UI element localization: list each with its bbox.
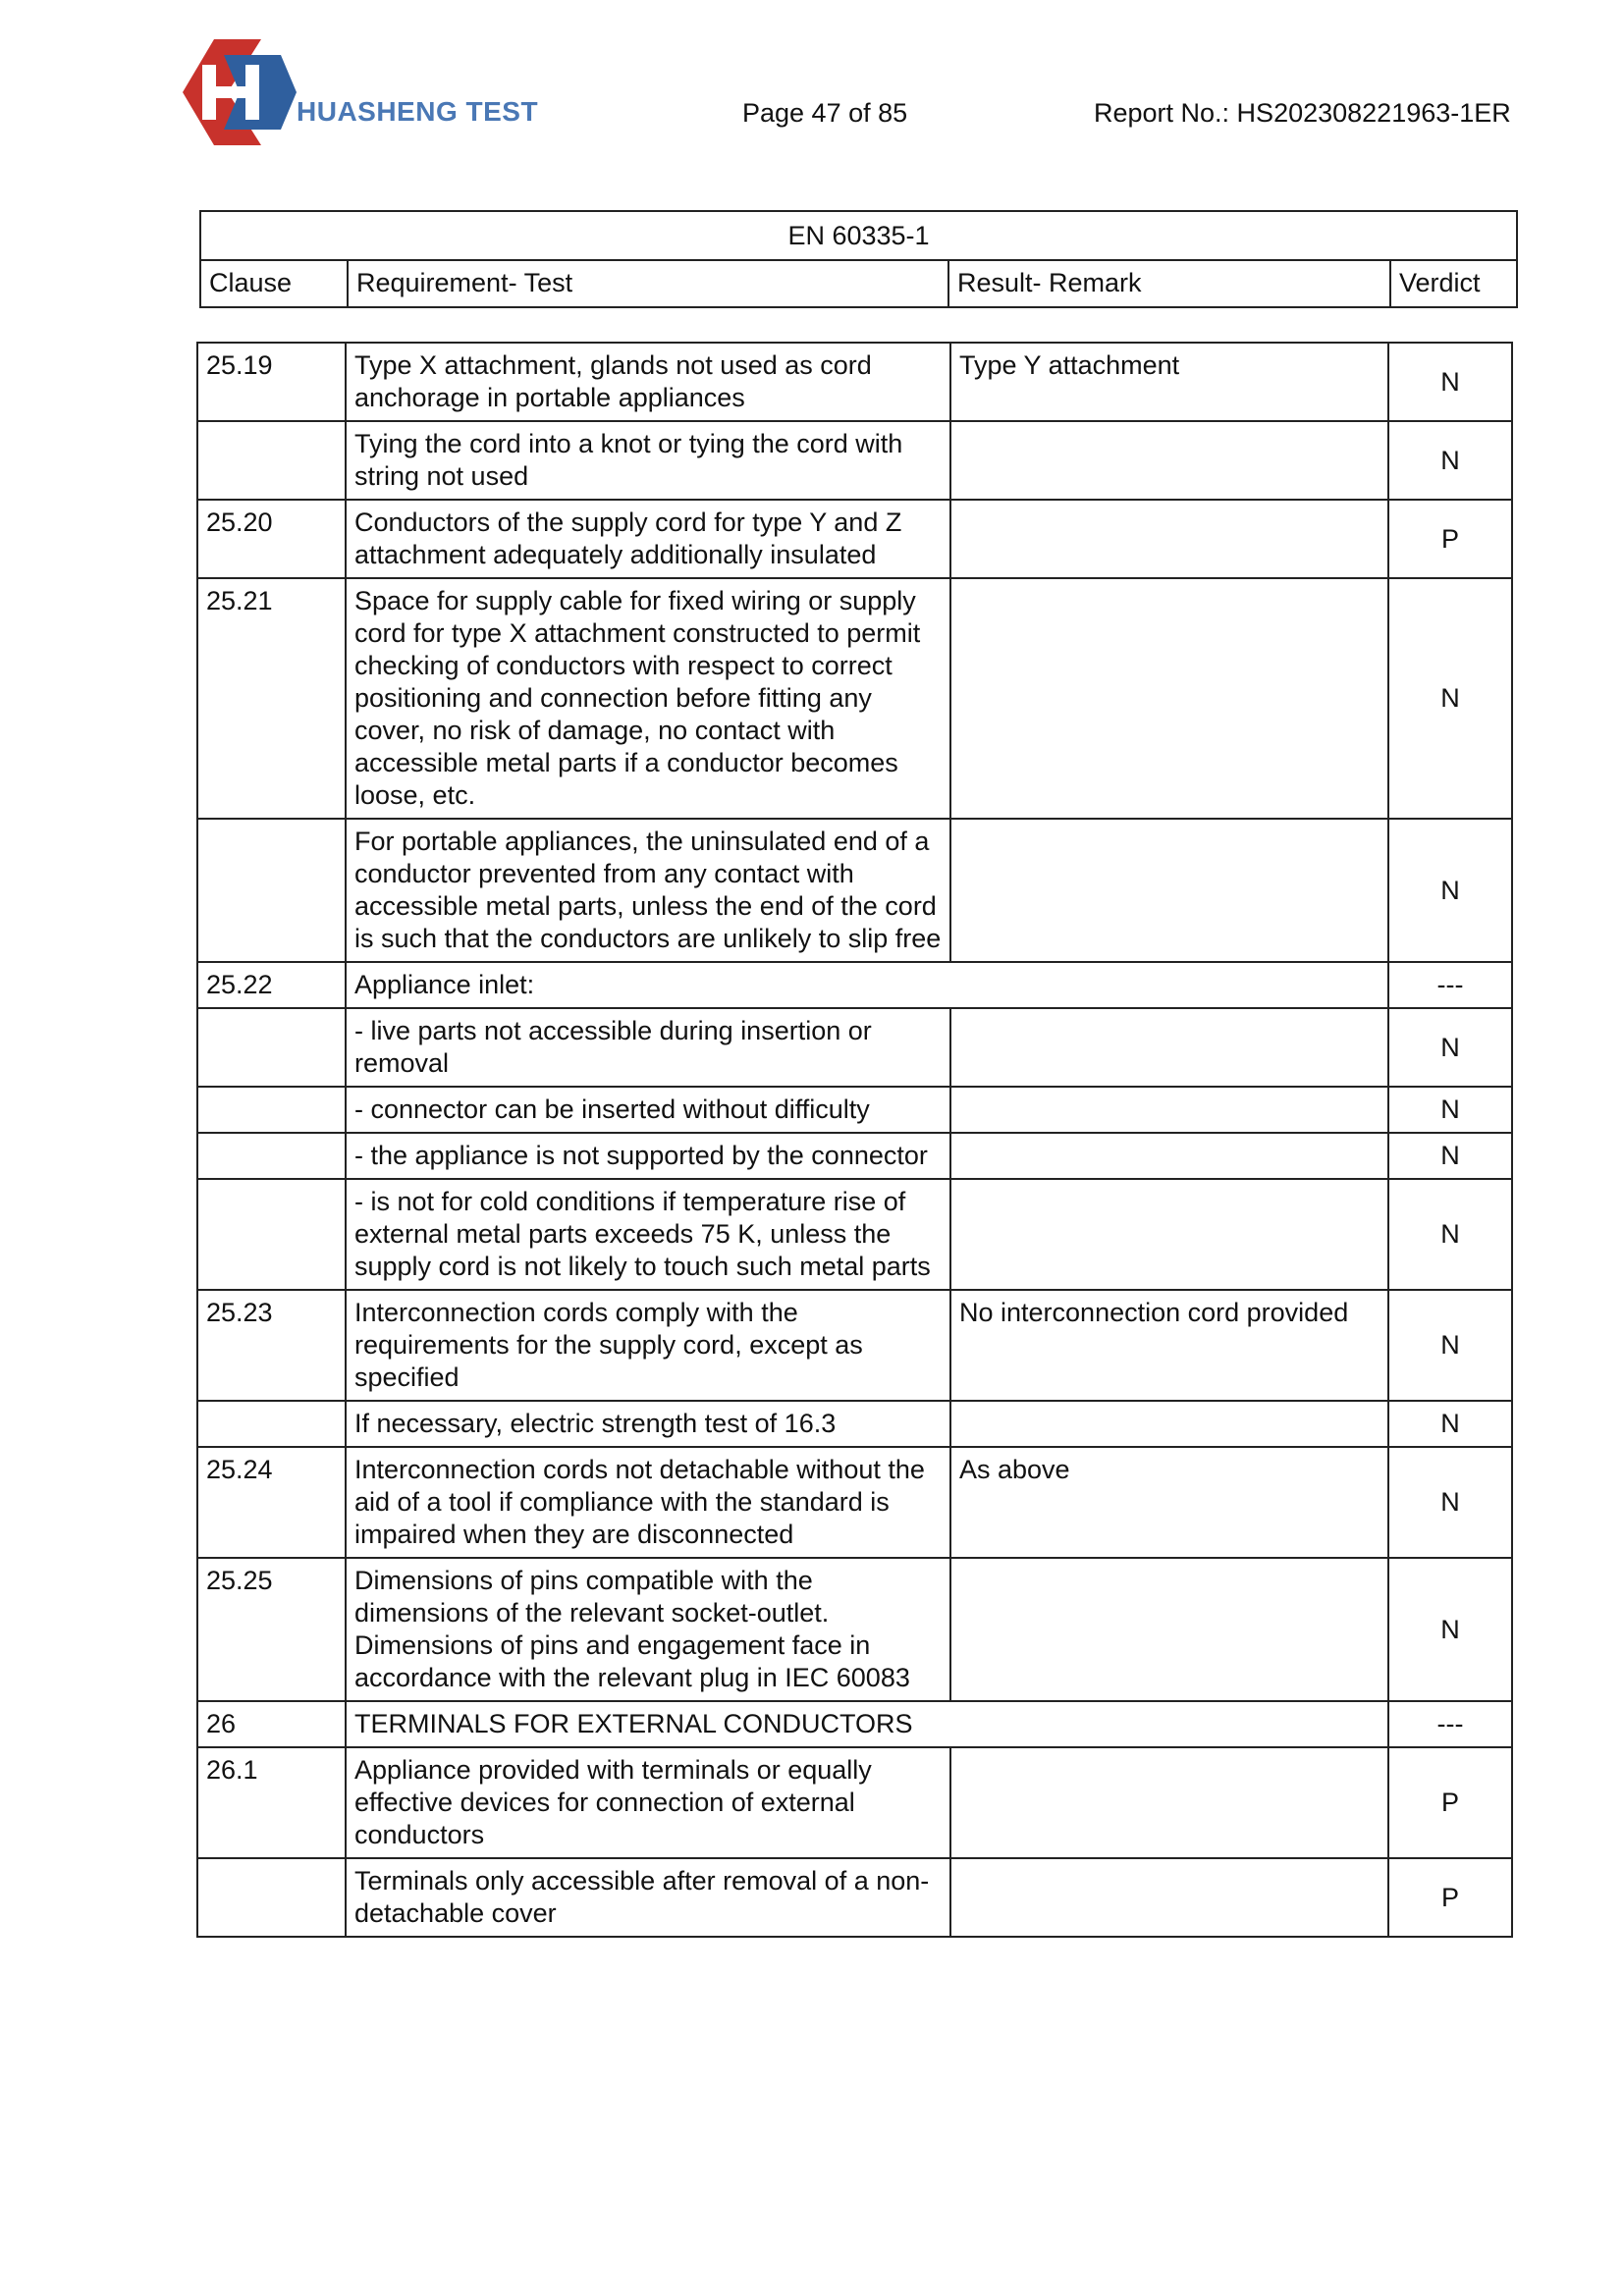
table-cell-verdict: P [1388, 1858, 1512, 1937]
table-cell-verdict: N [1388, 343, 1512, 421]
table-row [197, 578, 1512, 819]
table-cell-result [950, 421, 1388, 500]
column-header-requirement: Requirement- Test [348, 260, 948, 307]
brand-name: HUASHENG TEST [297, 96, 539, 127]
table-cell-verdict: --- [1388, 1701, 1512, 1747]
report-number: Report No.: HS202308221963-1ER [1094, 98, 1511, 128]
table-cell-result: As above [950, 1447, 1388, 1558]
table-cell-verdict: N [1388, 1447, 1512, 1558]
column-header-result: Result- Remark [948, 260, 1390, 307]
table-cell-requirement: Appliance inlet: [346, 962, 1388, 1008]
table-cell-verdict: N [1388, 1133, 1512, 1179]
table-row [197, 1290, 1512, 1401]
table-cell-clause: 25.22 [197, 962, 346, 1008]
table-cell-requirement: Dimensions of pins compatible with the dimensions of the relevant socket-outlet. Dimensions of pins and engagement face in accordance with the relevant plug in IEC 60083 [346, 1558, 950, 1701]
table-cell-requirement: Appliance provided with terminals or equally effective devices for connection of external conductors [346, 1747, 950, 1858]
table-cell-verdict: P [1388, 500, 1512, 578]
table-cell-clause: 26.1 [197, 1747, 346, 1858]
table-cell-result [950, 1133, 1388, 1179]
table-cell-result [950, 1558, 1388, 1701]
table-row [197, 500, 1512, 578]
table-row [197, 1401, 1512, 1447]
table-cell-clause [197, 1087, 346, 1133]
table-cell-requirement: Type X attachment, glands not used as cord anchorage in portable appliances [346, 343, 950, 421]
table-cell-verdict: --- [1388, 962, 1512, 1008]
table-row [197, 1087, 1512, 1133]
table-row [197, 1747, 1512, 1858]
table-cell-requirement: For portable appliances, the uninsulated end of a conductor prevented from any contact with accessible metal parts, unless the end of the cord is such that the conductors are unlikely to slip free [346, 819, 950, 962]
huasheng-logo-icon [165, 35, 298, 149]
table-cell-clause: 25.19 [197, 343, 346, 421]
table-cell-verdict: N [1388, 1558, 1512, 1701]
table-cell-result: No interconnection cord provided [950, 1290, 1388, 1401]
table-row [197, 343, 1512, 421]
page-header [0, 0, 1624, 187]
table-cell-verdict: N [1388, 421, 1512, 500]
table-cell-result [950, 1858, 1388, 1937]
table-cell-requirement: - connector can be inserted without difficulty [346, 1087, 950, 1133]
table-cell-verdict: N [1388, 1290, 1512, 1401]
table-cell-requirement: - is not for cold conditions if temperature rise of external metal parts exceeds 75 K, unless the supply cord is not likely to touch such metal parts [346, 1179, 950, 1290]
table-cell-clause: 25.23 [197, 1290, 346, 1401]
table-cell-clause: 25.25 [197, 1558, 346, 1701]
table-cell-clause: 25.21 [197, 578, 346, 819]
table-cell-verdict: N [1388, 578, 1512, 819]
table-cell-clause: 26 [197, 1701, 346, 1747]
table-cell-requirement: Tying the cord into a knot or tying the cord with string not used [346, 421, 950, 500]
table-cell-clause: 25.20 [197, 500, 346, 578]
table-row [197, 1133, 1512, 1179]
requirements-table [196, 342, 1513, 1938]
table-cell-result [950, 578, 1388, 819]
column-header-clause: Clause [200, 260, 348, 307]
table-cell-verdict: N [1388, 1179, 1512, 1290]
table-cell-requirement: - the appliance is not supported by the connector [346, 1133, 950, 1179]
table-cell-result: Type Y attachment [950, 343, 1388, 421]
table-row [197, 1008, 1512, 1087]
table-cell-verdict: N [1388, 1008, 1512, 1087]
table-cell-result [950, 1087, 1388, 1133]
table-row [197, 1447, 1512, 1558]
standard-title: EN 60335-1 [200, 211, 1517, 260]
table-cell-requirement: If necessary, electric strength test of 16.3 [346, 1401, 950, 1447]
table-cell-clause [197, 1858, 346, 1937]
table-cell-verdict: N [1388, 1087, 1512, 1133]
table-cell-result [950, 819, 1388, 962]
table-cell-verdict: N [1388, 1401, 1512, 1447]
table-cell-requirement: Space for supply cable for fixed wiring or supply cord for type X attachment constructed to permit checking of conductors with respect to correct positioning and connection before fitting any cover, no risk of damage, no contact with accessible metal parts if a conductor becomes loose, etc. [346, 578, 950, 819]
table-cell-result [950, 500, 1388, 578]
column-header-verdict: Verdict [1390, 260, 1517, 307]
table-cell-clause [197, 421, 346, 500]
table-cell-clause [197, 819, 346, 962]
page-number: Page 47 of 85 [742, 98, 908, 128]
table-cell-verdict: P [1388, 1747, 1512, 1858]
table-cell-requirement: Interconnection cords not detachable without the aid of a tool if compliance with the standard is impaired when they are disconnected [346, 1447, 950, 1558]
standard-header-table [199, 210, 1518, 308]
table-row [197, 1558, 1512, 1701]
table-cell-clause [197, 1133, 346, 1179]
table-row [197, 819, 1512, 962]
table-cell-result [950, 1747, 1388, 1858]
table-row [197, 1701, 1512, 1747]
table-row [197, 962, 1512, 1008]
table-cell-requirement: Interconnection cords comply with the requirements for the supply cord, except as specified [346, 1290, 950, 1401]
table-cell-requirement: TERMINALS FOR EXTERNAL CONDUCTORS [346, 1701, 1388, 1747]
table-cell-requirement: Terminals only accessible after removal of a non-detachable cover [346, 1858, 950, 1937]
table-cell-requirement: Conductors of the supply cord for type Y and Z attachment adequately additionally insulated [346, 500, 950, 578]
table-cell-clause [197, 1401, 346, 1447]
table-cell-result [950, 1008, 1388, 1087]
table-cell-requirement: - live parts not accessible during insertion or removal [346, 1008, 950, 1087]
table-cell-clause [197, 1008, 346, 1087]
table-cell-result [950, 1179, 1388, 1290]
table-row [197, 1179, 1512, 1290]
table-cell-clause [197, 1179, 346, 1290]
table-cell-clause: 25.24 [197, 1447, 346, 1558]
table-row [197, 1858, 1512, 1937]
table-cell-result [950, 1401, 1388, 1447]
table-cell-verdict: N [1388, 819, 1512, 962]
table-row [197, 421, 1512, 500]
